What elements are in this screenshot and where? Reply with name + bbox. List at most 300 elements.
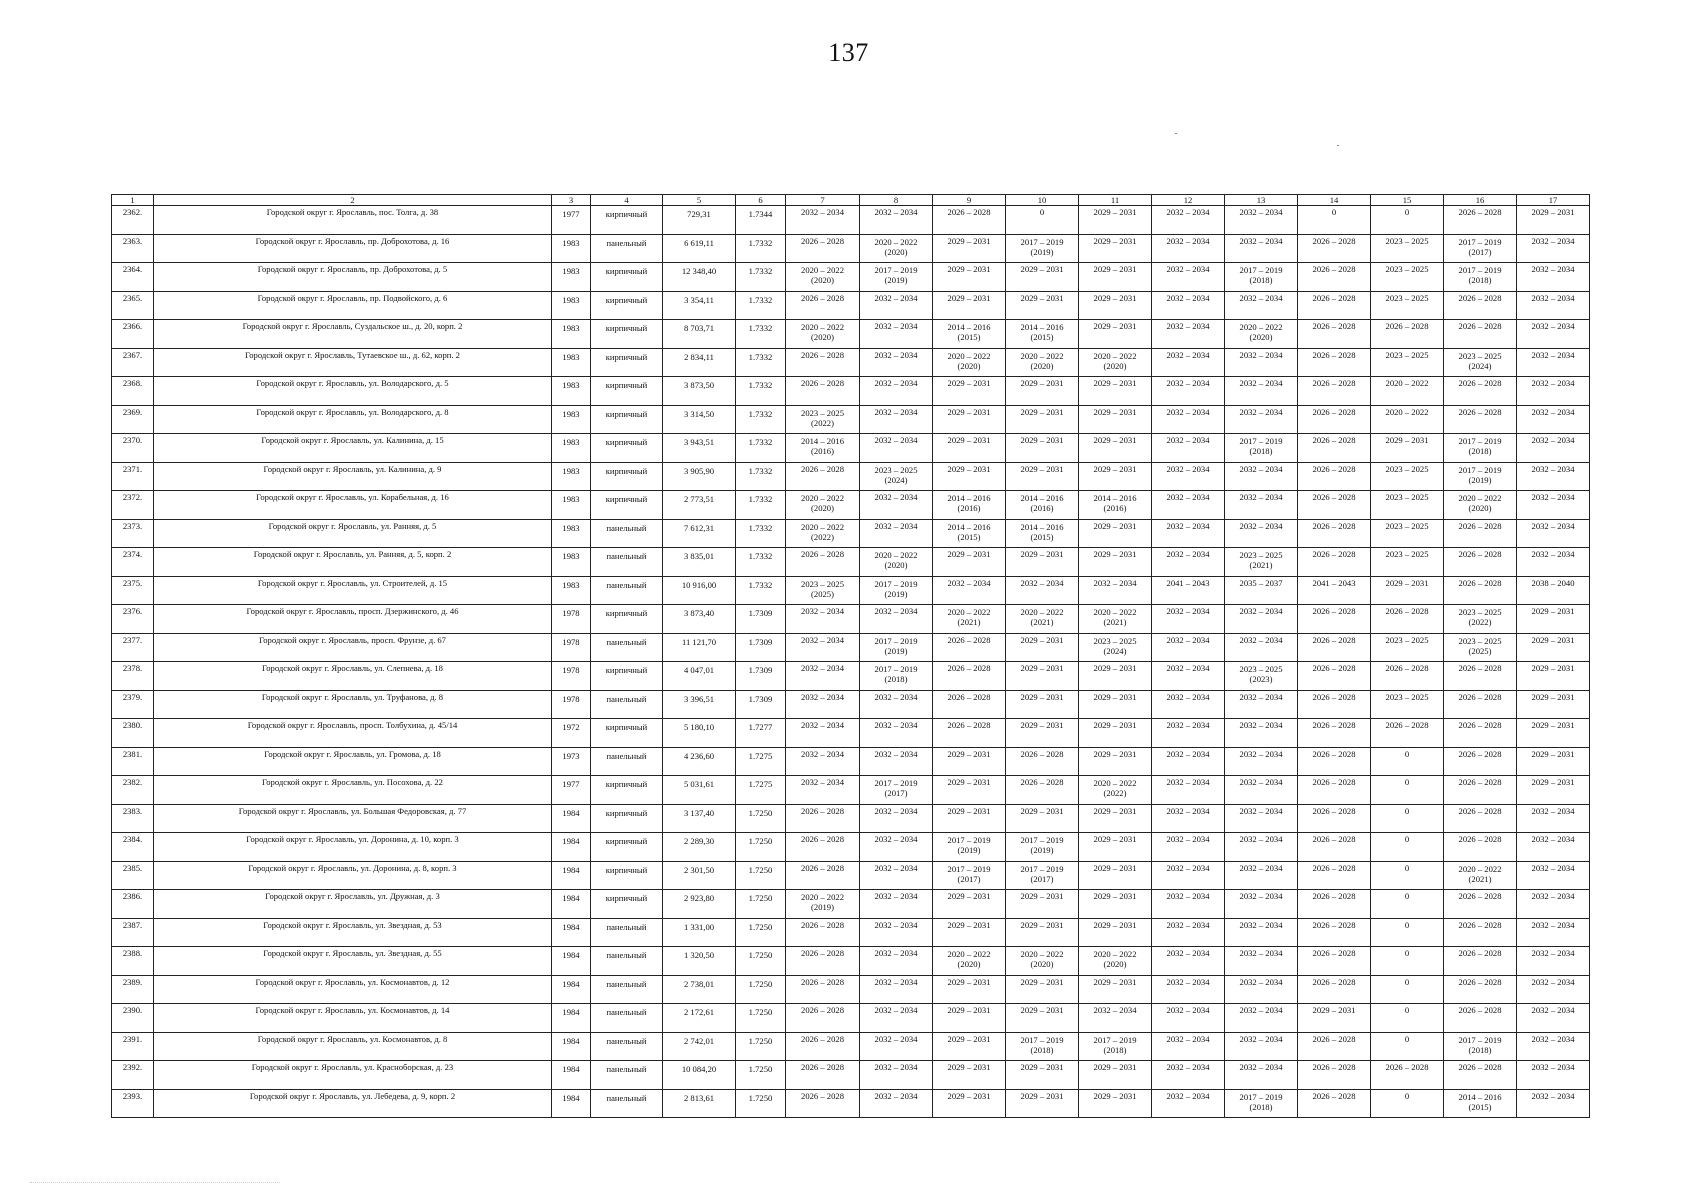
period-text: 2020 – 2022 bbox=[1020, 350, 1064, 361]
value-cell-col-7: 2026 – 2028 bbox=[786, 348, 860, 377]
value-cell-col-11: 2029 – 2031 bbox=[1079, 405, 1152, 434]
period-text: 2017 – 2019 bbox=[1458, 1034, 1502, 1045]
row-number: 2368. bbox=[112, 377, 154, 406]
value-cell-col-12: 2032 – 2034 bbox=[1152, 804, 1225, 833]
period-text: 2020 – 2022 bbox=[1458, 863, 1502, 874]
period-text: 2023 – 2025 bbox=[1458, 635, 1502, 646]
value-cell-col-4: панельный bbox=[591, 1061, 663, 1090]
value-cell-col-15: 0 bbox=[1371, 747, 1444, 776]
value-cell-col-14: 2026 – 2028 bbox=[1298, 263, 1371, 292]
value-cell-col-13: 2032 – 2034 bbox=[1225, 890, 1298, 919]
value-cell-col-15: 2020 – 2022 bbox=[1371, 405, 1444, 434]
row-number: 2386. bbox=[112, 890, 154, 919]
value-cell-col-5: 4 236,60 bbox=[663, 747, 736, 776]
housing-register-table bbox=[111, 194, 1590, 1118]
table-row bbox=[112, 405, 1590, 434]
value-cell-col-16: 2026 – 2028 bbox=[1444, 206, 1517, 235]
value-cell-col-12: 2032 – 2034 bbox=[1152, 405, 1225, 434]
period-text: 2014 – 2016 bbox=[801, 436, 844, 446]
value-cell-col-7 bbox=[786, 434, 860, 463]
period-text: 2023 – 2025 bbox=[801, 578, 844, 589]
value-cell-col-15: 0 bbox=[1371, 1089, 1444, 1118]
year-text: (2020) bbox=[1103, 959, 1127, 969]
period-text: 2023 – 2025 bbox=[1239, 550, 1283, 560]
year-text: (2016) bbox=[1030, 503, 1054, 513]
value-cell-col-4: панельный bbox=[591, 947, 663, 976]
value-cell-col-3: 1984 bbox=[552, 890, 591, 919]
row-number: 2376. bbox=[112, 605, 154, 634]
period-text: 2017 – 2019 bbox=[1239, 265, 1283, 275]
address-cell: Городской округ г. Ярославль, Суздальское ш., д. 20, корп. 2 bbox=[154, 320, 552, 349]
year-text: (2018) bbox=[1249, 275, 1273, 285]
value-cell-col-15: 2023 – 2025 bbox=[1371, 234, 1444, 263]
value-cell-col-5: 3 905,90 bbox=[663, 462, 736, 491]
value-cell-col-17: 2032 – 2034 bbox=[1517, 405, 1590, 434]
value-cell-col-3: 1983 bbox=[552, 434, 591, 463]
value-cell-col-4: панельный bbox=[591, 918, 663, 947]
value-cell-col-10: 2029 – 2031 bbox=[1006, 462, 1079, 491]
period-text: 2023 – 2025 bbox=[874, 464, 918, 475]
year-text: (2022) bbox=[1468, 617, 1492, 627]
value-cell-col-13: 2032 – 2034 bbox=[1225, 1061, 1298, 1090]
value-cell-col-9: 2029 – 2031 bbox=[933, 462, 1006, 491]
table-row bbox=[112, 263, 1590, 292]
year-text: (2018) bbox=[1468, 275, 1492, 285]
period-text: 2017 – 2019 bbox=[1239, 1091, 1283, 1102]
value-cell-col-7: 2026 – 2028 bbox=[786, 291, 860, 320]
period-text: 2017 – 2019 bbox=[1020, 236, 1064, 247]
value-cell-col-8 bbox=[860, 776, 933, 805]
value-cell-col-13: 2032 – 2034 bbox=[1225, 519, 1298, 548]
value-cell-col-8: 2032 – 2034 bbox=[860, 1061, 933, 1090]
value-cell-col-8: 2032 – 2034 bbox=[860, 605, 933, 634]
value-cell-col-6: 1.7332 bbox=[736, 234, 786, 263]
value-cell-col-7 bbox=[786, 491, 860, 520]
column-number-12: 12 bbox=[1152, 195, 1225, 206]
value-cell-col-8: 2032 – 2034 bbox=[860, 206, 933, 235]
value-cell-col-6: 1.7250 bbox=[736, 1061, 786, 1090]
address-cell: Городской округ г. Ярославль, ул. Доронина, д. 8, корп. 3 bbox=[154, 861, 552, 890]
value-cell-col-13: 2032 – 2034 bbox=[1225, 861, 1298, 890]
value-cell-col-11 bbox=[1079, 633, 1152, 662]
column-number-10: 10 bbox=[1006, 195, 1079, 206]
value-cell-col-5: 2 834,11 bbox=[663, 348, 736, 377]
value-cell-col-9: 2029 – 2031 bbox=[933, 234, 1006, 263]
year-text: (2020) bbox=[1249, 332, 1273, 342]
value-cell-col-5: 3 873,40 bbox=[663, 605, 736, 634]
value-cell-col-7: 2026 – 2028 bbox=[786, 1061, 860, 1090]
value-cell-col-8 bbox=[860, 576, 933, 605]
value-cell-col-17: 2032 – 2034 bbox=[1517, 1004, 1590, 1033]
value-cell-col-14: 2026 – 2028 bbox=[1298, 519, 1371, 548]
value-cell-col-6: 1.7250 bbox=[736, 833, 786, 862]
value-cell-col-17: 2029 – 2031 bbox=[1517, 662, 1590, 691]
value-cell-col-16: 2026 – 2028 bbox=[1444, 719, 1517, 748]
value-cell-col-5: 3 835,01 bbox=[663, 548, 736, 577]
value-cell-col-5: 2 773,51 bbox=[663, 491, 736, 520]
value-cell-col-4: кирпичный bbox=[591, 804, 663, 833]
value-cell-col-9 bbox=[933, 861, 1006, 890]
value-cell-col-15: 2026 – 2028 bbox=[1371, 605, 1444, 634]
value-cell-col-5: 10 916,00 bbox=[663, 576, 736, 605]
address-cell: Городской округ г. Ярославль, ул. Доронина, д. 10, корп. 3 bbox=[154, 833, 552, 862]
value-cell-col-4: кирпичный bbox=[591, 434, 663, 463]
value-cell-col-8: 2032 – 2034 bbox=[860, 719, 933, 748]
value-cell-col-8 bbox=[860, 548, 933, 577]
period-text: 2023 – 2025 bbox=[801, 407, 844, 418]
value-cell-col-11 bbox=[1079, 605, 1152, 634]
value-cell-col-9: 2029 – 2031 bbox=[933, 263, 1006, 292]
value-cell-col-12: 2032 – 2034 bbox=[1152, 1061, 1225, 1090]
address-cell: Городской округ г. Ярославль, просп. Фрунзе, д. 67 bbox=[154, 633, 552, 662]
value-cell-col-10: 2026 – 2028 bbox=[1006, 747, 1079, 776]
value-cell-col-11: 2029 – 2031 bbox=[1079, 548, 1152, 577]
row-number: 2388. bbox=[112, 947, 154, 976]
value-cell-col-5: 10 084,20 bbox=[663, 1061, 736, 1090]
table-row bbox=[112, 291, 1590, 320]
value-cell-col-7: 2026 – 2028 bbox=[786, 918, 860, 947]
value-cell-col-16: 2026 – 2028 bbox=[1444, 291, 1517, 320]
table-row bbox=[112, 519, 1590, 548]
value-cell-col-3: 1983 bbox=[552, 234, 591, 263]
value-cell-col-11: 2029 – 2031 bbox=[1079, 690, 1152, 719]
value-cell-col-15: 2023 – 2025 bbox=[1371, 633, 1444, 662]
value-cell-col-5: 3 137,40 bbox=[663, 804, 736, 833]
value-cell-col-17: 2032 – 2034 bbox=[1517, 234, 1590, 263]
value-cell-col-6: 1.7250 bbox=[736, 1032, 786, 1061]
address-cell: Городской округ г. Ярославль, ул. Строителей, д. 15 bbox=[154, 576, 552, 605]
table-row bbox=[112, 890, 1590, 919]
value-cell-col-13: 2035 – 2037 bbox=[1225, 576, 1298, 605]
value-cell-col-11 bbox=[1079, 947, 1152, 976]
value-cell-col-10: 2032 – 2034 bbox=[1006, 576, 1079, 605]
year-text: (2024) bbox=[884, 474, 908, 485]
table-row bbox=[112, 690, 1590, 719]
value-cell-col-13: 2032 – 2034 bbox=[1225, 776, 1298, 805]
value-cell-col-12: 2032 – 2034 bbox=[1152, 776, 1225, 805]
value-cell-col-12: 2032 – 2034 bbox=[1152, 519, 1225, 548]
value-cell-col-10: 2029 – 2031 bbox=[1006, 291, 1079, 320]
value-cell-col-15: 2020 – 2022 bbox=[1371, 377, 1444, 406]
value-cell-col-14: 2026 – 2028 bbox=[1298, 747, 1371, 776]
row-number: 2391. bbox=[112, 1032, 154, 1061]
value-cell-col-15: 2029 – 2031 bbox=[1371, 576, 1444, 605]
table-row bbox=[112, 1089, 1590, 1118]
value-cell-col-5: 2 738,01 bbox=[663, 975, 736, 1004]
value-cell-col-11: 2029 – 2031 bbox=[1079, 833, 1152, 862]
year-text: (2018) bbox=[1468, 1044, 1492, 1055]
value-cell-col-9: 2029 – 2031 bbox=[933, 548, 1006, 577]
period-text: 2017 – 2019 bbox=[874, 664, 918, 674]
value-cell-col-16: 2026 – 2028 bbox=[1444, 804, 1517, 833]
value-cell-col-16: 2026 – 2028 bbox=[1444, 576, 1517, 605]
value-cell-col-17: 2032 – 2034 bbox=[1517, 804, 1590, 833]
value-cell-col-9 bbox=[933, 947, 1006, 976]
value-cell-col-12: 2032 – 2034 bbox=[1152, 462, 1225, 491]
value-cell-col-11: 2032 – 2034 bbox=[1079, 576, 1152, 605]
address-cell: Городской округ г. Ярославль, ул. Володарского, д. 5 bbox=[154, 377, 552, 406]
value-cell-col-10 bbox=[1006, 348, 1079, 377]
value-cell-col-3: 1983 bbox=[552, 263, 591, 292]
value-cell-col-7: 2032 – 2034 bbox=[786, 206, 860, 235]
value-cell-col-5: 5 031,61 bbox=[663, 776, 736, 805]
row-number: 2375. bbox=[112, 576, 154, 605]
table-row bbox=[112, 804, 1590, 833]
value-cell-col-11: 2029 – 2031 bbox=[1079, 519, 1152, 548]
period-text: 2020 – 2022 bbox=[1093, 350, 1137, 361]
value-cell-col-11: 2029 – 2031 bbox=[1079, 234, 1152, 263]
row-number: 2369. bbox=[112, 405, 154, 434]
value-cell-col-3: 1983 bbox=[552, 405, 591, 434]
value-cell-col-11: 2029 – 2031 bbox=[1079, 804, 1152, 833]
value-cell-col-6: 1.7309 bbox=[736, 605, 786, 634]
year-text: (2019) bbox=[957, 845, 981, 855]
year-text: (2021) bbox=[957, 617, 981, 627]
value-cell-col-12: 2032 – 2034 bbox=[1152, 1089, 1225, 1118]
year-text: (2020) bbox=[957, 959, 981, 969]
footer-mark bbox=[30, 1182, 280, 1185]
column-number-13: 13 bbox=[1225, 195, 1298, 206]
value-cell-col-17: 2029 – 2031 bbox=[1517, 206, 1590, 235]
value-cell-col-15: 2023 – 2025 bbox=[1371, 690, 1444, 719]
value-cell-col-16: 2026 – 2028 bbox=[1444, 975, 1517, 1004]
address-cell: Городской округ г. Ярославль, просп. Дзержинского, д. 46 bbox=[154, 605, 552, 634]
value-cell-col-10: 2029 – 2031 bbox=[1006, 975, 1079, 1004]
value-cell-col-12: 2032 – 2034 bbox=[1152, 633, 1225, 662]
value-cell-col-4: панельный bbox=[591, 1089, 663, 1118]
value-cell-col-6: 1.7332 bbox=[736, 462, 786, 491]
value-cell-col-8: 2032 – 2034 bbox=[860, 491, 933, 520]
year-text: (2018) bbox=[1468, 446, 1492, 456]
value-cell-col-17: 2032 – 2034 bbox=[1517, 491, 1590, 520]
value-cell-col-5: 3 396,51 bbox=[663, 690, 736, 719]
value-cell-col-5: 3 873,50 bbox=[663, 377, 736, 406]
value-cell-col-4: кирпичный bbox=[591, 776, 663, 805]
value-cell-col-4: панельный bbox=[591, 747, 663, 776]
value-cell-col-9: 2029 – 2031 bbox=[933, 890, 1006, 919]
value-cell-col-12: 2032 – 2034 bbox=[1152, 1032, 1225, 1061]
value-cell-col-9: 2026 – 2028 bbox=[933, 690, 1006, 719]
value-cell-col-7: 2026 – 2028 bbox=[786, 804, 860, 833]
value-cell-col-15: 2026 – 2028 bbox=[1371, 662, 1444, 691]
value-cell-col-9: 2026 – 2028 bbox=[933, 206, 1006, 235]
table-row bbox=[112, 975, 1590, 1004]
column-number-6: 6 bbox=[736, 195, 786, 206]
value-cell-col-14: 0 bbox=[1298, 206, 1371, 235]
value-cell-col-6: 1.7250 bbox=[736, 975, 786, 1004]
value-cell-col-13: 2032 – 2034 bbox=[1225, 462, 1298, 491]
value-cell-col-12: 2032 – 2034 bbox=[1152, 947, 1225, 976]
value-cell-col-15: 2026 – 2028 bbox=[1371, 320, 1444, 349]
value-cell-col-10: 2029 – 2031 bbox=[1006, 434, 1079, 463]
value-cell-col-8: 2032 – 2034 bbox=[860, 348, 933, 377]
value-cell-col-8: 2032 – 2034 bbox=[860, 1032, 933, 1061]
value-cell-col-13 bbox=[1225, 548, 1298, 577]
table-row bbox=[112, 662, 1590, 691]
value-cell-col-16: 2026 – 2028 bbox=[1444, 405, 1517, 434]
year-text: (2017) bbox=[957, 873, 981, 884]
value-cell-col-8: 2032 – 2034 bbox=[860, 804, 933, 833]
period-text: 2017 – 2019 bbox=[1458, 436, 1502, 446]
value-cell-col-17: 2029 – 2031 bbox=[1517, 747, 1590, 776]
address-cell: Городской округ г. Ярославль, ул. Космонавтов, д. 12 bbox=[154, 975, 552, 1004]
value-cell-col-13: 2032 – 2034 bbox=[1225, 747, 1298, 776]
value-cell-col-11 bbox=[1079, 491, 1152, 520]
value-cell-col-13 bbox=[1225, 320, 1298, 349]
value-cell-col-6: 1.7309 bbox=[736, 690, 786, 719]
year-text: (2019) bbox=[884, 588, 908, 599]
year-text: (2020) bbox=[1103, 360, 1127, 371]
value-cell-col-17: 2029 – 2031 bbox=[1517, 719, 1590, 748]
value-cell-col-17: 2032 – 2034 bbox=[1517, 462, 1590, 491]
value-cell-col-17: 2032 – 2034 bbox=[1517, 890, 1590, 919]
value-cell-col-3: 1984 bbox=[552, 918, 591, 947]
value-cell-col-4: кирпичный bbox=[591, 861, 663, 890]
year-text: (2022) bbox=[1103, 788, 1127, 798]
value-cell-col-3: 1973 bbox=[552, 747, 591, 776]
value-cell-col-10: 2029 – 2031 bbox=[1006, 719, 1079, 748]
value-cell-col-16 bbox=[1444, 491, 1517, 520]
value-cell-col-5: 1 320,50 bbox=[663, 947, 736, 976]
value-cell-col-8 bbox=[860, 263, 933, 292]
value-cell-col-7: 2032 – 2034 bbox=[786, 633, 860, 662]
row-number: 2367. bbox=[112, 348, 154, 377]
value-cell-col-7: 2032 – 2034 bbox=[786, 776, 860, 805]
value-cell-col-9: 2029 – 2031 bbox=[933, 1032, 1006, 1061]
value-cell-col-3: 1978 bbox=[552, 633, 591, 662]
value-cell-col-14: 2026 – 2028 bbox=[1298, 719, 1371, 748]
period-text: 2020 – 2022 bbox=[801, 322, 844, 332]
value-cell-col-16 bbox=[1444, 263, 1517, 292]
address-cell: Городской округ г. Ярославль, ул. Корабельная, д. 16 bbox=[154, 491, 552, 520]
value-cell-col-6: 1.7332 bbox=[736, 548, 786, 577]
period-text: 2014 – 2016 bbox=[947, 322, 991, 332]
table-row bbox=[112, 462, 1590, 491]
value-cell-col-4: панельный bbox=[591, 1004, 663, 1033]
year-text: (2021) bbox=[1103, 617, 1127, 627]
period-text: 2014 – 2016 bbox=[947, 521, 991, 532]
value-cell-col-16: 2026 – 2028 bbox=[1444, 1004, 1517, 1033]
value-cell-col-12: 2032 – 2034 bbox=[1152, 719, 1225, 748]
period-text: 2017 – 2019 bbox=[874, 635, 918, 646]
value-cell-col-5: 8 703,71 bbox=[663, 320, 736, 349]
value-cell-col-7: 2026 – 2028 bbox=[786, 975, 860, 1004]
scan-speck bbox=[1337, 145, 1339, 146]
value-cell-col-8: 2032 – 2034 bbox=[860, 1004, 933, 1033]
column-number-9: 9 bbox=[933, 195, 1006, 206]
value-cell-col-13: 2032 – 2034 bbox=[1225, 291, 1298, 320]
period-text: 2020 – 2022 bbox=[801, 493, 844, 503]
value-cell-col-3: 1984 bbox=[552, 804, 591, 833]
value-cell-col-10: 0 bbox=[1006, 206, 1079, 235]
address-cell: Городской округ г. Ярославль, ул. Лебедева, д. 9, корп. 2 bbox=[154, 1089, 552, 1118]
column-number-1: 1 bbox=[112, 195, 154, 206]
year-text: (2020) bbox=[1468, 503, 1492, 513]
value-cell-col-6: 1.7250 bbox=[736, 947, 786, 976]
row-number: 2390. bbox=[112, 1004, 154, 1033]
address-cell: Городской округ г. Ярославль, просп. Толбухина, д. 45/14 bbox=[154, 719, 552, 748]
value-cell-col-9 bbox=[933, 491, 1006, 520]
row-number: 2366. bbox=[112, 320, 154, 349]
value-cell-col-4: кирпичный bbox=[591, 605, 663, 634]
value-cell-col-4: кирпичный bbox=[591, 662, 663, 691]
value-cell-col-10 bbox=[1006, 833, 1079, 862]
column-number-14: 14 bbox=[1298, 195, 1371, 206]
value-cell-col-7: 2026 – 2028 bbox=[786, 234, 860, 263]
value-cell-col-14: 2026 – 2028 bbox=[1298, 234, 1371, 263]
value-cell-col-16: 2026 – 2028 bbox=[1444, 1061, 1517, 1090]
value-cell-col-13: 2032 – 2034 bbox=[1225, 690, 1298, 719]
address-cell: Городской округ г. Ярославль, ул. Звездная, д. 53 bbox=[154, 918, 552, 947]
value-cell-col-6: 1.7250 bbox=[736, 1004, 786, 1033]
value-cell-col-15: 2023 – 2025 bbox=[1371, 548, 1444, 577]
value-cell-col-14: 2026 – 2028 bbox=[1298, 605, 1371, 634]
value-cell-col-13 bbox=[1225, 263, 1298, 292]
value-cell-col-15: 2023 – 2025 bbox=[1371, 291, 1444, 320]
value-cell-col-15: 0 bbox=[1371, 804, 1444, 833]
year-text: (2020) bbox=[957, 360, 981, 371]
period-text: 2014 – 2016 bbox=[1020, 521, 1064, 532]
address-cell: Городской округ г. Ярославль, ул. Посохова, д. 22 bbox=[154, 776, 552, 805]
value-cell-col-11: 2029 – 2031 bbox=[1079, 662, 1152, 691]
value-cell-col-3: 1972 bbox=[552, 719, 591, 748]
row-number: 2372. bbox=[112, 491, 154, 520]
value-cell-col-11: 2032 – 2034 bbox=[1079, 1004, 1152, 1033]
value-cell-col-4: панельный bbox=[591, 519, 663, 548]
value-cell-col-14: 2026 – 2028 bbox=[1298, 491, 1371, 520]
value-cell-col-16: 2026 – 2028 bbox=[1444, 947, 1517, 976]
value-cell-col-11: 2029 – 2031 bbox=[1079, 890, 1152, 919]
value-cell-col-16: 2026 – 2028 bbox=[1444, 918, 1517, 947]
period-text: 2020 – 2022 bbox=[1093, 949, 1137, 959]
value-cell-col-3: 1983 bbox=[552, 291, 591, 320]
row-number: 2382. bbox=[112, 776, 154, 805]
value-cell-col-9: 2029 – 2031 bbox=[933, 434, 1006, 463]
value-cell-col-10: 2029 – 2031 bbox=[1006, 690, 1079, 719]
value-cell-col-4: панельный bbox=[591, 975, 663, 1004]
table-row bbox=[112, 605, 1590, 634]
value-cell-col-3: 1983 bbox=[552, 377, 591, 406]
year-text: (2016) bbox=[957, 503, 981, 513]
value-cell-col-9: 2029 – 2031 bbox=[933, 405, 1006, 434]
value-cell-col-13: 2032 – 2034 bbox=[1225, 348, 1298, 377]
period-text: 2023 – 2025 bbox=[1458, 607, 1502, 617]
row-number: 2370. bbox=[112, 434, 154, 463]
value-cell-col-5: 5 180,10 bbox=[663, 719, 736, 748]
value-cell-col-14: 2026 – 2028 bbox=[1298, 320, 1371, 349]
value-cell-col-11: 2029 – 2031 bbox=[1079, 291, 1152, 320]
period-text: 2020 – 2022 bbox=[1020, 607, 1064, 617]
period-text: 2020 – 2022 bbox=[947, 607, 991, 617]
value-cell-col-17: 2029 – 2031 bbox=[1517, 690, 1590, 719]
row-number: 2381. bbox=[112, 747, 154, 776]
value-cell-col-9: 2029 – 2031 bbox=[933, 1089, 1006, 1118]
value-cell-col-16 bbox=[1444, 861, 1517, 890]
column-number-7: 7 bbox=[786, 195, 860, 206]
value-cell-col-6: 1.7332 bbox=[736, 263, 786, 292]
value-cell-col-13: 2032 – 2034 bbox=[1225, 377, 1298, 406]
value-cell-col-7 bbox=[786, 263, 860, 292]
value-cell-col-8 bbox=[860, 234, 933, 263]
year-text: (2018) bbox=[1103, 1044, 1127, 1055]
value-cell-col-8: 2032 – 2034 bbox=[860, 918, 933, 947]
value-cell-col-10: 2029 – 2031 bbox=[1006, 633, 1079, 662]
value-cell-col-11: 2029 – 2031 bbox=[1079, 462, 1152, 491]
value-cell-col-10 bbox=[1006, 491, 1079, 520]
value-cell-col-10 bbox=[1006, 947, 1079, 976]
year-text: (2019) bbox=[1030, 845, 1054, 855]
value-cell-col-12: 2032 – 2034 bbox=[1152, 1004, 1225, 1033]
